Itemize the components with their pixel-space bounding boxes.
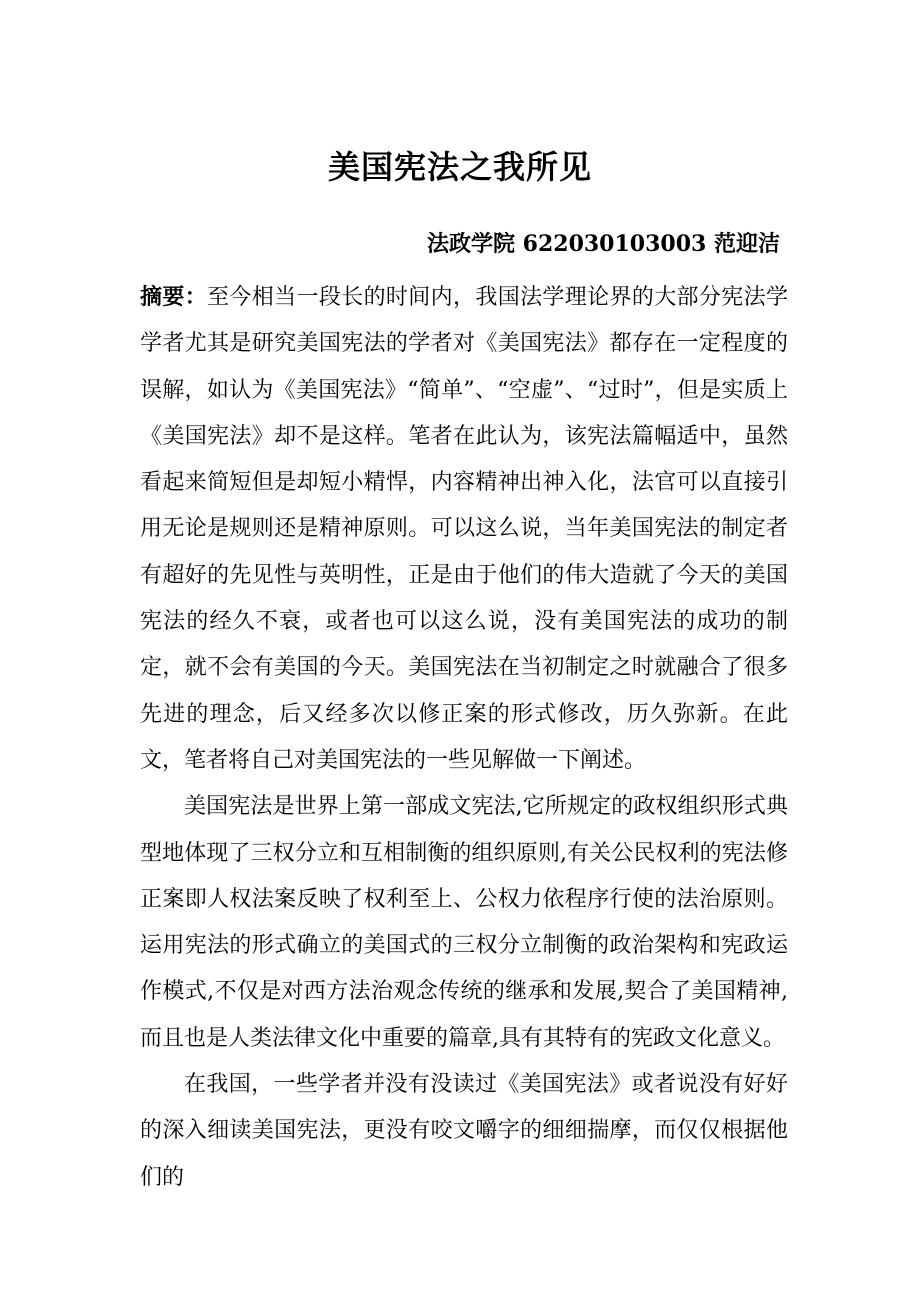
- abstract-label: 摘要：: [140, 284, 208, 310]
- body-paragraph: 在我国，一些学者并没有没读过《美国宪法》或者说没有好好的深入细读美国宪法，更没有咬文嚼字的细细揣摩，而仅仅根据他们的: [140, 1072, 788, 1190]
- body-paragraph: 美国宪法是世界上第一部成文宪法,它所规定的政权组织形式典型地体现了三权分立和互相制衡的组织原则,有关公民权利的宪法修正案即人权法案反映了权利至上、公权力依程序行使的法治原则。运用宪法的形式确立的美国式的三权分立制衡的政治架构和宪政运作模式,不仅是对西方法治观念传统的继承和发展,契合了美国精神,而且也是人类法律文化中重要的篇章,具有其特有的宪政文化意义。: [140, 794, 788, 1051]
- abstract-text: 至今相当一段长的时间内，我国法学理论界的大部分宪法学学者尤其是研究美国宪法的学者对《美国宪法》都存在一定程度的误解，如认为《美国宪法》“简单”、“空虚”、“过时”，但是实质上《美国宪法》却不是这样。笔者在此认为，该宪法篇幅适中，虽然看起来简短但是却短小精悍，内容精神出神入化，法官可以直接引用无论是规则还是精神原则。可以这么说，当年美国宪法的制定者有超好的先见性与英明性，正是由于他们的伟大造就了今天的美国宪法的经久不衰，或者也可以这么说，没有美国宪法的成功的制定，就不会有美国的今天。美国宪法在当初制定之时就融合了很多先进的理念，后又经多次以修正案的形式修改，历久弥新。在此文，笔者将自己对美国宪法的一些见解做一下阐述。: [140, 285, 788, 773]
- document-title: 美国宪法之我所见: [327, 148, 592, 186]
- document-body: [140, 274, 788, 1201]
- abstract-paragraph: [140, 274, 788, 784]
- author-line: 法政学院 622030103003 范迎洁: [426, 231, 780, 257]
